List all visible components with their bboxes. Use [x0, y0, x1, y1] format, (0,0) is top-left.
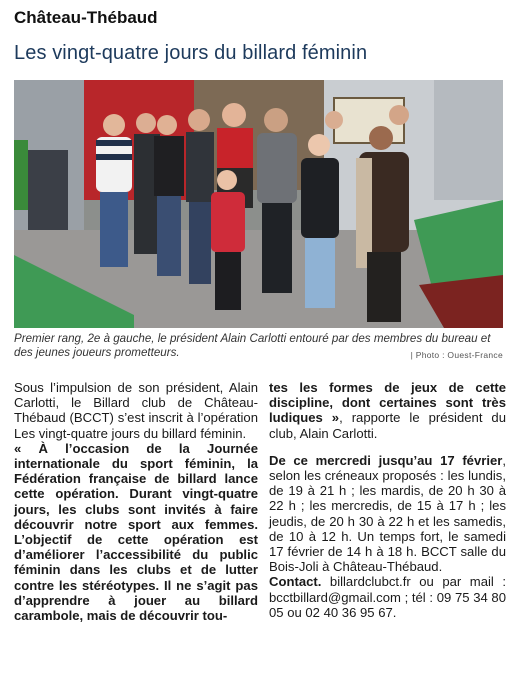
schedule-heading: De ce mercredi jusqu’au 17 février	[269, 452, 503, 468]
schedule-text: , selon les créneaux proposés : les lundis, de 19 à 21 h ; les mardis, de 20 h 30 à 22 h ; les mercredis, de 15 à 17 h ; les jeudis, de 20 h 30 à 22 h et les samedis, de 10 à 12 h. Un temps fort, le samedi 17 février de 14 h à 18 h. BCCT salle du Bois-Joli à Château-Thébaud.	[269, 452, 506, 575]
quote-paragraph: « À l’occasion de la Journée internationale du sport féminin, la Fédération française de billard lance cette opération. Durant vingt-quatre jours, les clubs sont invités à faire découvrir notre sport aux femmes. L’objectif de cette opération est d’améliorer l’accessibilité du public féminin dans les clubs et de lutter contre les stéréotypes. Il ne s’agit pas d’apprendre à jouer au billard carambole, mais de découvrir tou-	[14, 440, 258, 624]
attribution: , rapporte le président du club, Alain Carlotti.	[269, 410, 506, 441]
contact-heading: Contact.	[269, 574, 322, 590]
contact-paragraph	[269, 574, 506, 620]
contact-text: billardclubct.fr ou par mail : bcctbillard@gmail.com ; tél : 09 75 34 80 05 ou 02 40 36 95 67.	[269, 574, 506, 620]
schedule-paragraph	[269, 453, 506, 575]
photo-credit: | Photo : Ouest-France	[410, 350, 503, 360]
kicker: Château-Thébaud	[14, 8, 158, 27]
article-column-2	[269, 380, 506, 620]
group-photo-illustration	[14, 80, 503, 328]
quote-end: tes les formes de jeux de cette discipline, dont certaines sont très ludiques »	[269, 380, 506, 426]
article-column-1	[14, 380, 258, 623]
quote-end-paragraph	[269, 380, 506, 441]
photo-caption: Premier rang, 2e à gauche, le président Alain Carlotti entouré par des membres du bureau et des jeunes joueurs prometteurs.	[14, 332, 491, 359]
headline: Les vingt-quatre jours du billard féminin	[14, 42, 368, 64]
group-photo	[14, 80, 503, 328]
intro-paragraph: Sous l’impulsion de son président, Alain Carlotti, le Billard club de Château-Thébaud (BCCT) s’est inscrit à l’opération Les vingt-quatre jours du billard féminin.	[14, 380, 258, 441]
